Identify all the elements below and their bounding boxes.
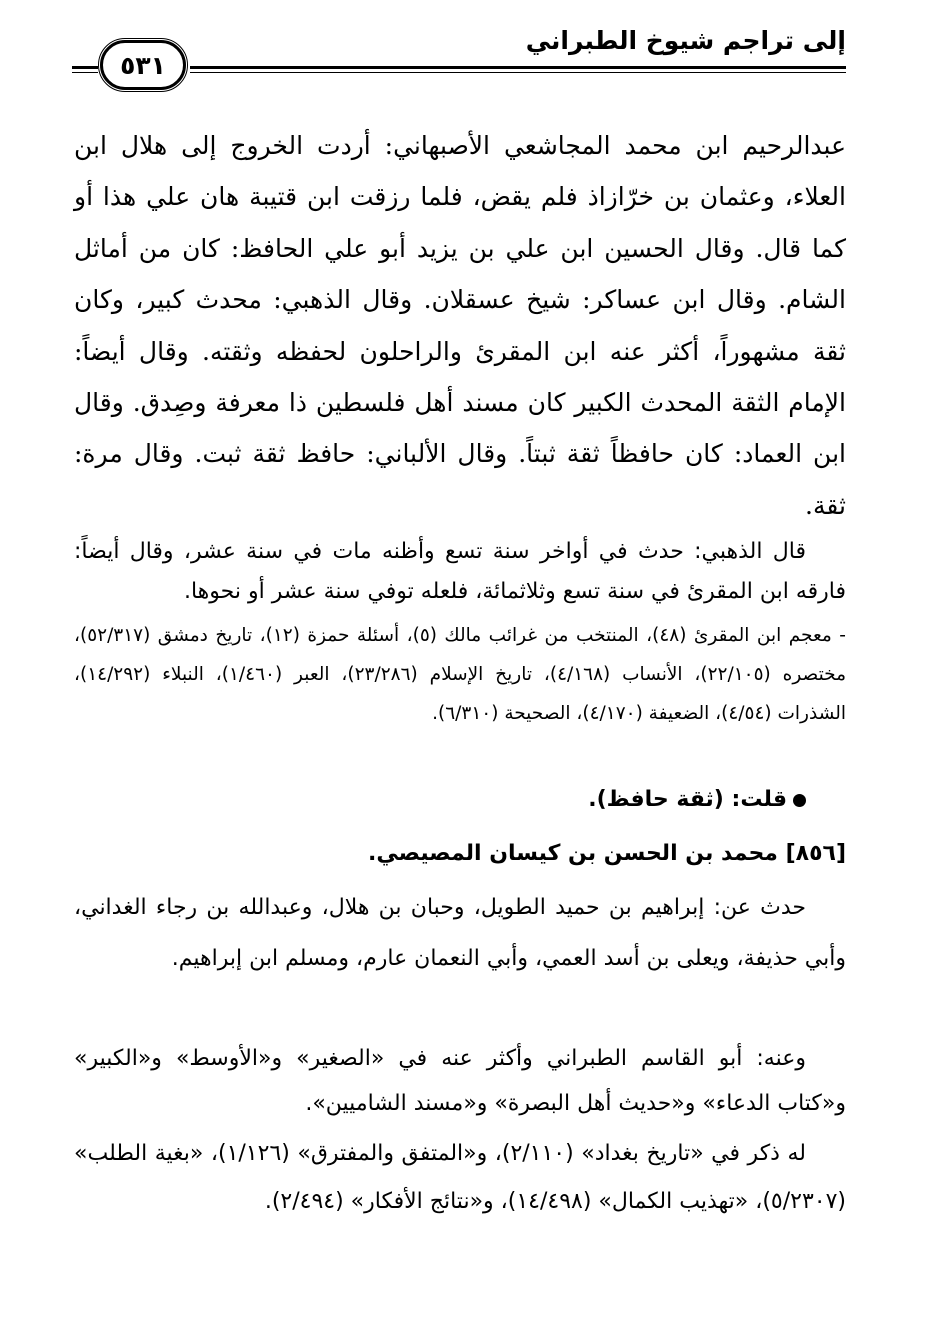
- death-date-paragraph: قال الذهبي: حدث في أواخر سنة تسع وأظنه مات في سنة عشر، وقال أيضاً: فارقه ابن المقرئ في سنة تسع وثلاثمائة، فلعله توفي سنة عشر أو نحوها.: [74, 539, 846, 604]
- verdict-text: قلت: (ثقة حافظ).: [588, 787, 787, 812]
- students-paragraph: وعنه: أبو القاسم الطبراني وأكثر عنه في «الصغير» و«الأوسط» و«الكبير» و«كتاب الدعاء» و«حديث أهل البصرة» و«مسند الشاميين».: [74, 1046, 846, 1116]
- running-title: إلى تراجم شيوخ الطبراني: [525, 26, 846, 55]
- page-number: ٥٣١: [120, 50, 166, 80]
- teachers-paragraph: حدث عن: إبراهيم بن حميد الطويل، وحبان بن هلال، وعبدالله بن رجاء الغداني، وأبي حذيفة، ويعلى بن أسد العمي، وأبي النعمان عارم، ومسلم ابن إبراهيم.: [74, 895, 846, 971]
- header-rule-left-thin: [72, 72, 98, 73]
- entry-heading: [٨٥٦] محمد بن الحسن بن كيسان المصيصي.: [368, 841, 846, 866]
- page-number-badge: [100, 40, 186, 90]
- references-paragraph: له ذكر في «تاريخ بغداد» (٢/١١٠)، و«المتفق والمفترق» (١/١٢٦)، «بغية الطلب» (٥/٢٣٠٧)، «تهذيب الكمال» (١٤/٤٩٨)، و«نتائج الأفكار» (٢/٤٩٤).: [74, 1141, 846, 1214]
- header-rule-thick: [190, 66, 846, 69]
- sources-footnote: - معجم ابن المقرئ (٤٨)، المنتخب من غرائب مالك (٥)، أسئلة حمزة (١٢)، تاريخ دمشق (٥٢/٣١٧)، مختصره (٢٢/١٠٥)، الأنساب (٤/١٦٨)، تاريخ الإسلام (٢٣/٢٨٦)، العبر (١/٤٦٠)، النبلاء (١٤/٢٩٢)، الشذرات (٤/٥٤)، الضعيفة (٤/١٧٠)، الصحيحة (٦/٣١٠).: [74, 625, 846, 724]
- header-rule-thin: [190, 72, 846, 73]
- bullet-icon: [793, 794, 806, 807]
- biography-paragraph: عبدالرحيم ابن محمد المجاشعي الأصبهاني: أردت الخروج إلى هلال ابن العلاء، وعثمان بن خرّازاذ فلم يقض، فلما رزقت ابن قتيبة هان علي هذا أو كما قال. وقال الحسين ابن علي بن يزيد أبو علي الحافظ: كان من أماثل الشام. وقال ابن عساكر: شيخ عسقلان. وقال الذهبي: محدث كبير، وكان ثقة مشهوراً، أكثر عنه ابن المقرئ والراحلون لحفظه وثقته. وقال أيضاً: الإمام الثقة المحدث الكبير كان مسند أهل فلسطين ذا معرفة وصِدق. وقال ابن العماد: كان حافظاً ثقة ثبتاً. وقال الألباني: حافظ ثقة ثبت. وقال مرة: ثقة.: [74, 131, 846, 520]
- verdict-line: [74, 780, 846, 820]
- header-rule-left-thick: [72, 66, 98, 69]
